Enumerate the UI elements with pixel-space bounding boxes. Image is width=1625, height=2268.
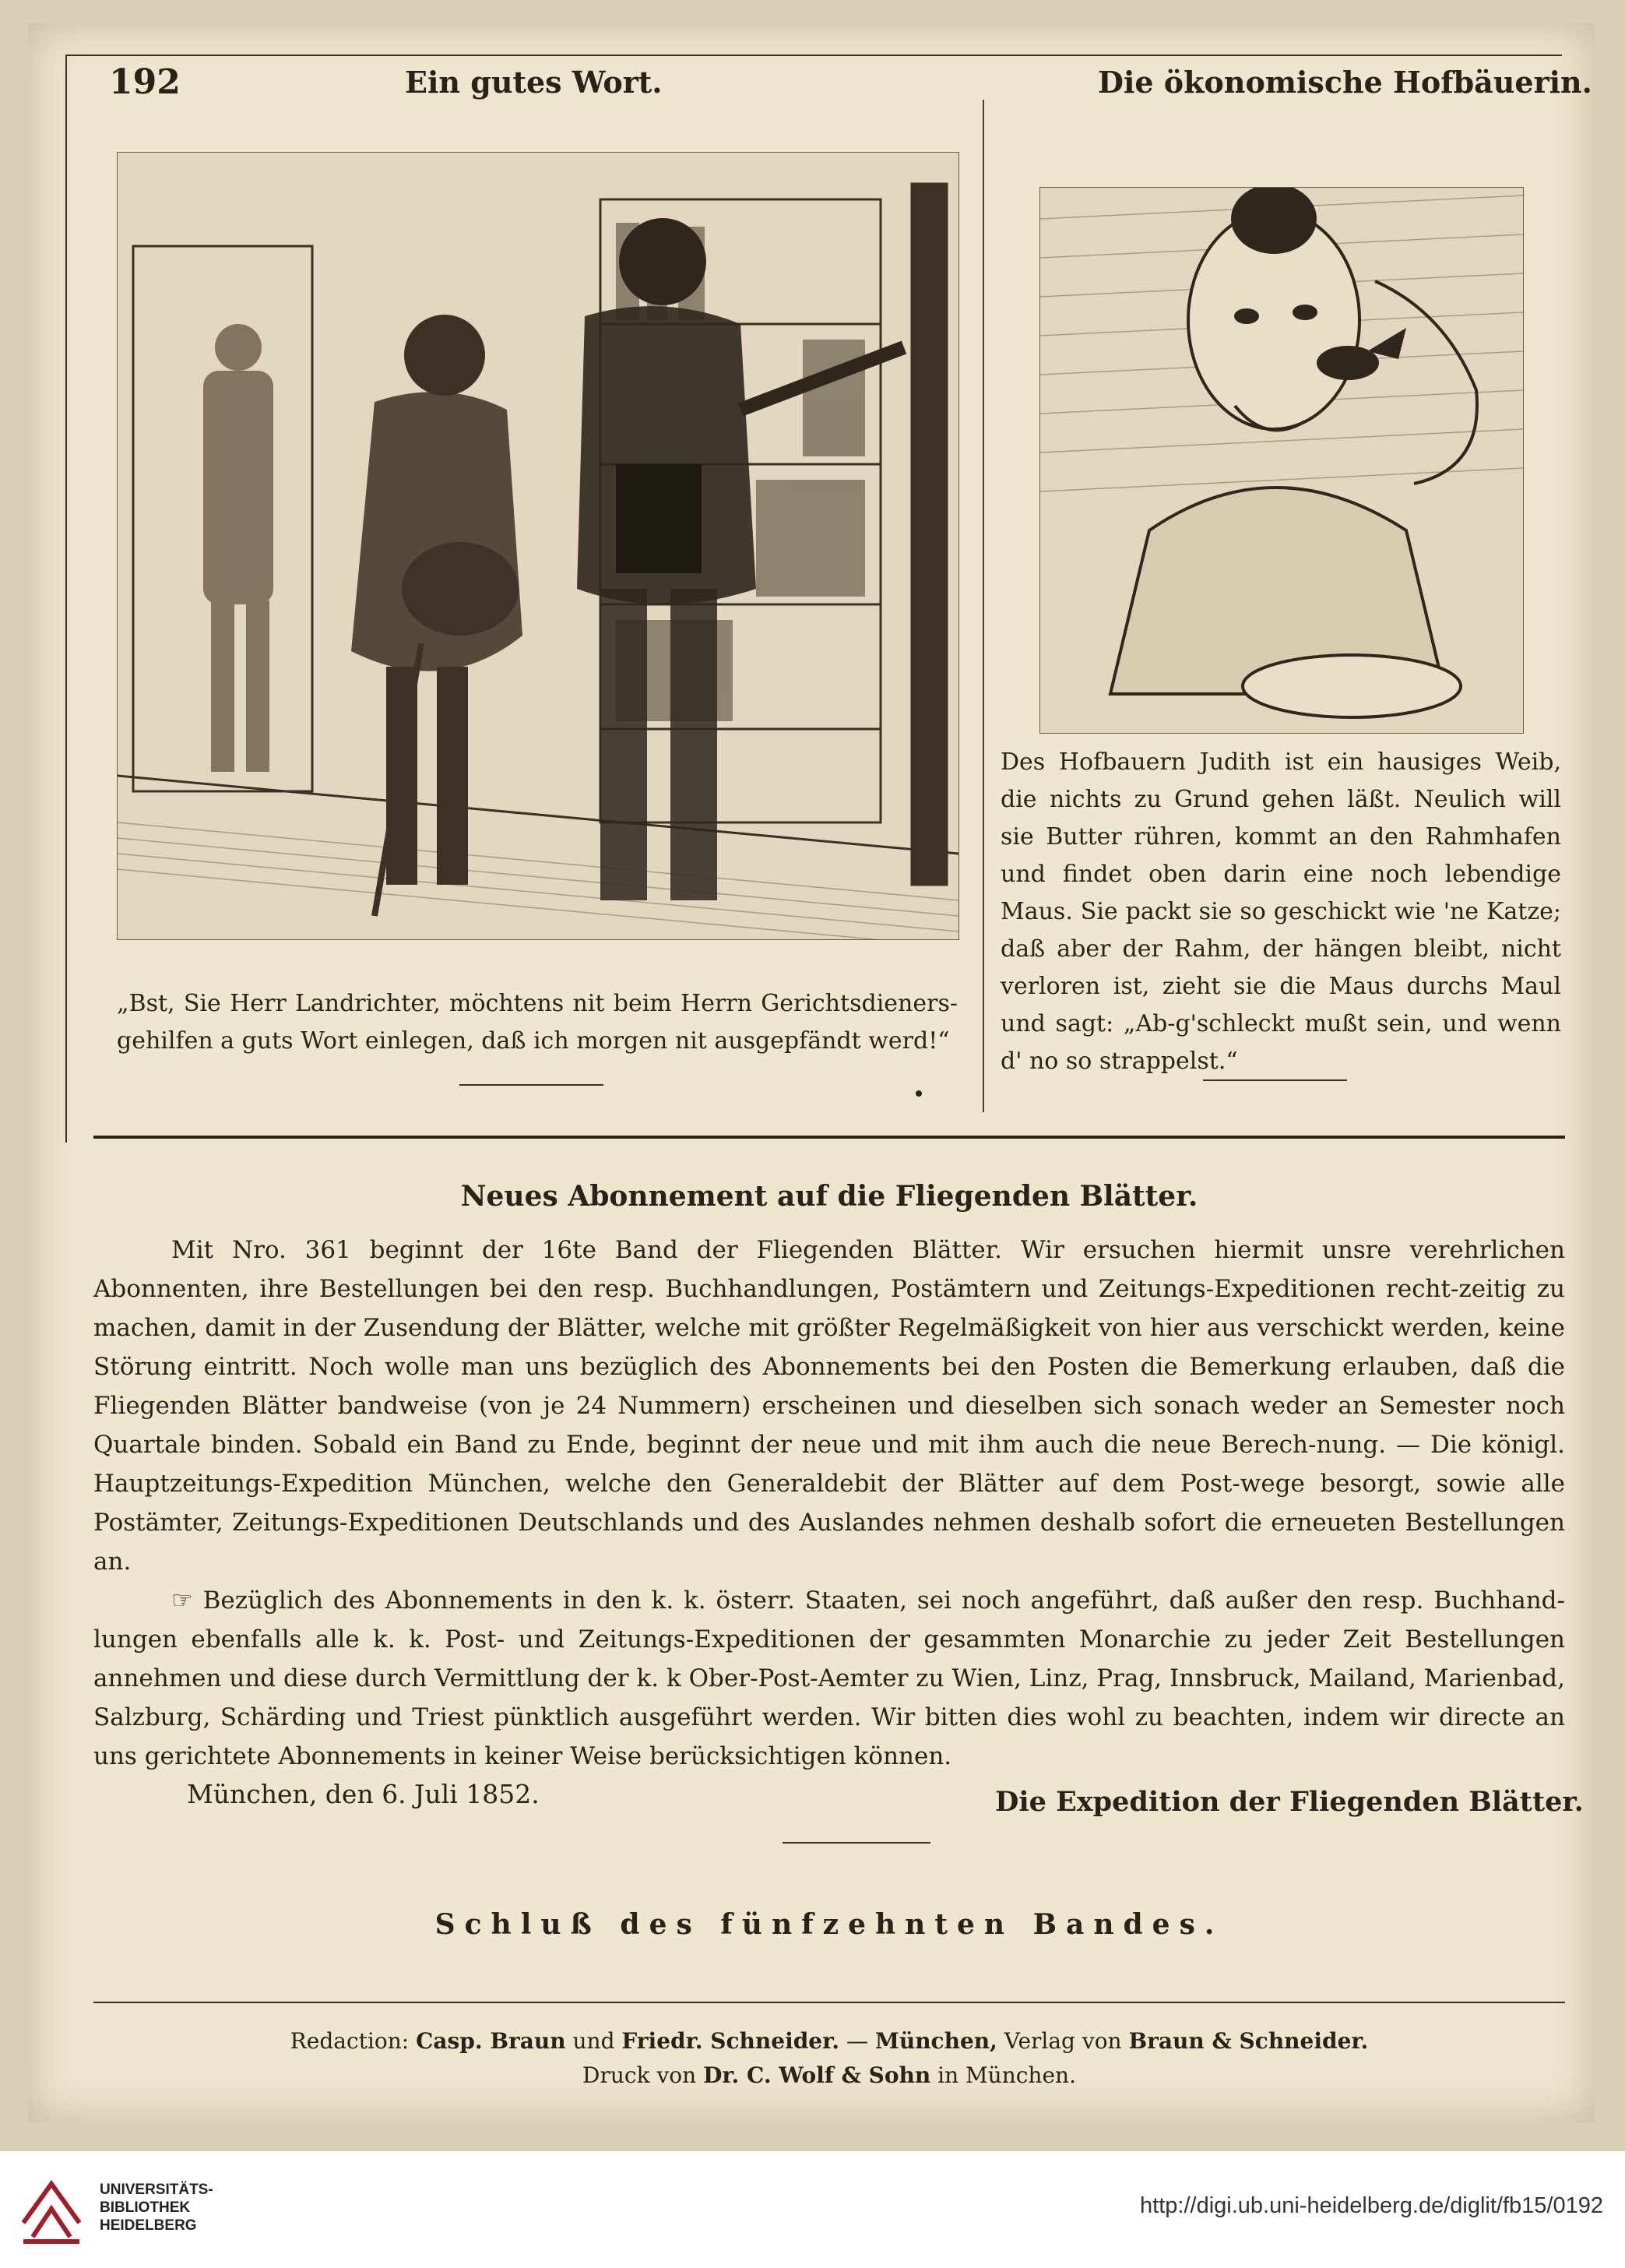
imprint-editor-1: Casp. Braun: [416, 2028, 566, 2054]
illustration-left-engraving: [117, 152, 959, 940]
notice-dateline: München, den 6. Juli 1852.: [187, 1779, 540, 1809]
caption-left: „Bst, Sie Herr Landrichter, möchtens nit beim Herrn Gerichtsdieners-gehilfen a guts Wort einlegen, daß ich morgen nit ausgepfändt werd!“: [117, 990, 958, 1055]
article-title-left: Ein gutes Wort.: [405, 65, 663, 100]
caption-right: Des Hofbauern Judith ist ein hausiges Weib, die nichts zu Grund gehen läßt. Neulich will sie Butter rühren, kommt an den Rahmhafen und findet oben darin eine noch lebendige Maus. Sie packt sie so geschickt wie 'ne Katze; daß aber der Rahm, der hängen bleibt, nicht verloren ist, zieht sie die Maus durchs Maul und sagt: „Ab-g'schleckt mußt sein, und wenn d' no so strappelst.“: [1001, 748, 1561, 1075]
illustration-right-engraving: [1039, 187, 1524, 734]
engraving-woman-mouse-icon: [1040, 188, 1523, 733]
caption-rule-right: [1203, 1079, 1347, 1081]
library-footer: [0, 2151, 1625, 2268]
end-of-volume-line: Schluß des fünfzehnten Bandes.: [434, 1908, 1224, 1941]
imprint-publisher-prefix: Verlag von: [1004, 2028, 1122, 2054]
imprint-publisher: Braun & Schneider.: [1128, 2028, 1369, 2054]
ornament-dot: [916, 1090, 922, 1097]
notice-paragraph-austria: ☞ Bezüglich des Abonnements in den k. k. österr. Staaten, sei noch angeführt, daß außer den resp. Buchhand-lungen ebenfalls alle k. k. Post- und Zeitungs-Expeditionen der gesammten Monarchie zu jeder Zeit Bestellungen annehmen und diese durch Vermittlung der k. k Ober-Post-Aemter zu Wien, Linz, Prag, Innsbruck, Mailand, Marienbad, Salzburg, Schärding und Triest pünktlich ausgeführt werden. Wir bitten dies wohl zu beachten, indem wir directe an uns gerichtete Abonnements in keiner Weise berücksichtigen können.: [93, 1587, 1565, 1770]
colophon-rule: [93, 2002, 1565, 2003]
article-title-right: Die ökonomische Hofbäuerin.: [1098, 65, 1592, 100]
imprint-print-suffix: in München.: [937, 2062, 1076, 2088]
imprint-printer-line: [93, 2059, 1565, 2092]
page-number: 192: [109, 62, 181, 102]
notice-signature: Die Expedition der Fliegenden Blätter.: [995, 1786, 1584, 1818]
column-divider: [983, 100, 984, 1112]
library-name: UNIVERSITÄTS- BIBLIOTHEK HEIDELBERG: [100, 2182, 213, 2234]
imprint-and: und: [572, 2028, 615, 2054]
imprint-editors-line: [93, 2025, 1565, 2058]
section-rule: [93, 1136, 1565, 1139]
imprint-printer: Dr. C. Wolf & Sohn: [703, 2062, 931, 2088]
notice-paragraph: Mit Nro. 361 beginnt der 16te Band der Fliegenden Blätter. Wir ersuchen hiermit unsre verehrlichen Abonnenten, ihre Bestellungen bei den resp. Buchhandlungen, Postämtern und Zeitungs-Expeditionen recht-zeitig zu machen, damit in der Zusendung der Blätter, welche mit größter Regelmäßigkeit von hier aus verschickt werden, keine Störung eintritt. Noch wolle man uns bezüglich des Abonnements bei den Posten die Bemerkung erlauben, daß die Fliegenden Blätter bandweise (von je 24 Nummern) erscheinen und dieselben sich sonach weder an Semester noch Quartale binden. Sobald ein Band zu Ende, beginnt der neue und mit ihm auch die neue Berech-nung. — Die königl. Hauptzeitungs-Expedition München, welche den Generaldebit der Blätter auf dem Post-wege besorgt, sowie alle Postämter, Zeitungs-Expeditionen Deutschlands und des Auslandes nehmen deshalb sofort die erneueten Bestellungen an.: [93, 1236, 1565, 1576]
imprint-print-prefix: Druck von: [582, 2062, 697, 2088]
imprint-city: München,: [874, 2028, 997, 2054]
source-url-link[interactable]: http://digi.ub.uni-heidelberg.de/diglit/fb15/0192: [1140, 2193, 1603, 2218]
caption-rule-left: [459, 1084, 603, 1086]
university-library-logo-icon: [16, 2168, 87, 2246]
notice-heading: Neues Abonnement auf die Fliegenden Blätter.: [460, 1180, 1198, 1213]
engraving-two-men-icon: [118, 153, 958, 939]
separator-rule: [783, 1842, 930, 1844]
imprint-dash: —: [846, 2028, 868, 2054]
imprint-editor-2: Friedr. Schneider.: [621, 2028, 840, 2054]
imprint-redaction-label: Redaction:: [290, 2028, 410, 2054]
